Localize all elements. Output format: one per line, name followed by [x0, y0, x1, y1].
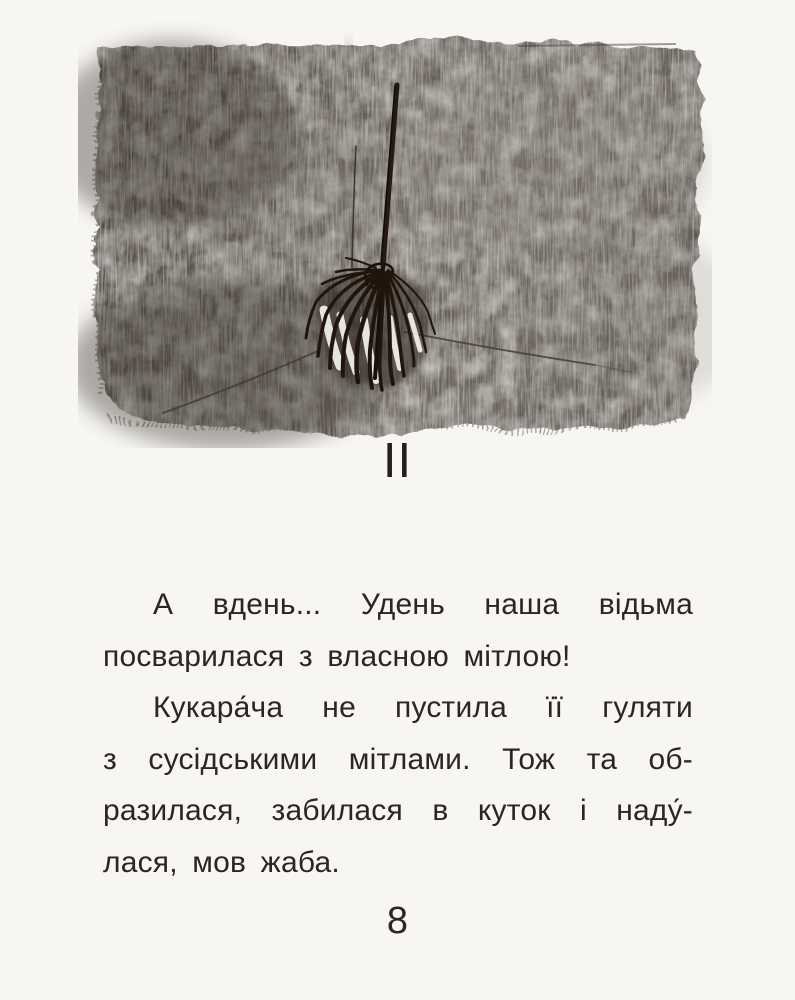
text-line: посварилася з власною мітлою! — [103, 639, 571, 673]
text-line: разилася, забилася в куток і наду́- — [103, 794, 693, 828]
text-line: Кукара́ча не пустила її гуляти — [153, 691, 693, 725]
text-line: лася, мов жаба. — [103, 845, 340, 879]
text-line: А вдень... Удень наша відьма — [153, 588, 693, 621]
story-text — [103, 579, 693, 889]
page-number: 8 — [386, 900, 409, 942]
broom-illustration-svg — [78, 20, 712, 448]
text-line: з сусідськими мітлами. Тож та об- — [103, 742, 693, 776]
broom-in-corner-illustration — [78, 20, 712, 448]
chapter-heading: II — [382, 434, 413, 488]
